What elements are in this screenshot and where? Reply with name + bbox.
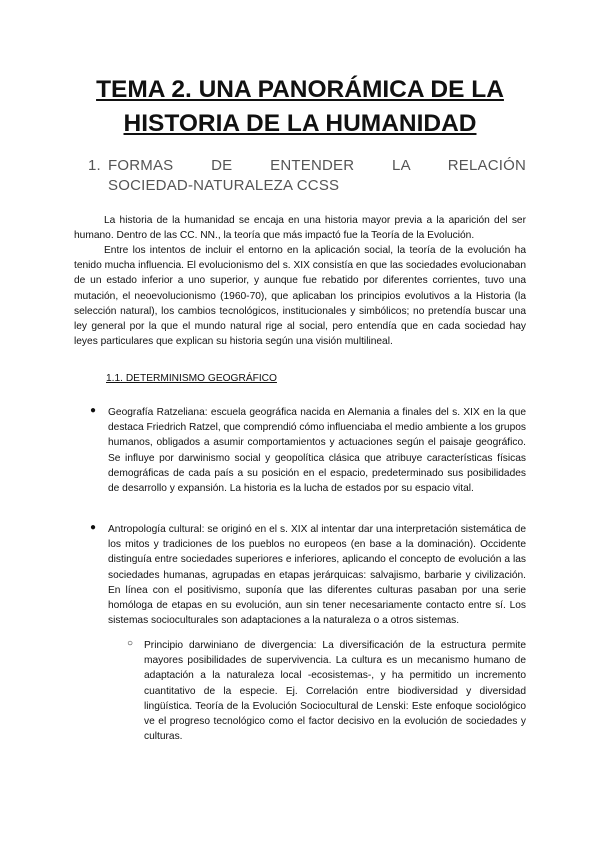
section-number: 1.: [88, 157, 101, 174]
bullet-ratzel: Geografía Ratzeliana: escuela geográfica nacida en Alemania a finales del s. XIX en la que destaca Friedrich Ratzel, que comprendió cómo influenciaba el medio ambiente a los grupos humanos, obligados a asumir comportamientos y actuaciones según el paisaje geográfico. Se influye por darwinismo social y geopolítica clásica que atribuye características físicas demográficas de cada país a su posición en el espacio, predeterminado sus posibilidades de desarrollo y expansión. La historia es la lucha de estados por su espacio vital.: [108, 407, 526, 495]
page-title-line-1: TEMA 2. UNA PANORÁMICA DE LA: [96, 76, 504, 103]
paragraph-intro: La historia de la humanidad se encaja en una historia mayor previa a la aparición del ser humano. Dentro de las CC. NN., la teoría que más impactó fue la Teoría de la Evolución.: [74, 215, 526, 242]
sub-bullet-divergencia: Principio darwiniano de divergencia: La diversificación de la estructura permite mayores posibilidades de supervivencia. La cultura es un mecanismo humano de adaptación a la naturaleza local -ecosistemas-, y ha permitido un incremento cuantitativo de la especie. Ej. Correlación entre biodiversidad y diversidad lingüística. Teoría de la Evolución Sociocultural de Lenski: Este enfoque sociológico ve el progreso tecnológico como el factor decisivo en la evolución de sociedades y culturas.: [144, 640, 526, 743]
subsection-heading: 1.1. DETERMINISMO GEOGRÁFICO: [106, 373, 277, 384]
section-title-line-2: SOCIEDAD-NATURALEZA CCSS: [108, 177, 340, 194]
bullet-antropologia: Antropología cultural: se originó en el s. XIX al intentar dar una interpretación sistemática de los mitos y tradiciones de los pueblos no europeos (en base a la dominación). Occidente distinguía entre sociedades superiores e inferiores, aplicando el concepto de evolución a las sociedades humanas, agrupadas en etapas jerárquicas: salvajismo, barbarie y civilización. En línea con el positivismo, suponía que las diferentes culturas pasaban por una serie homóloga de etapas en su evolución, aun sin tener necesariamente contacto entre sí. Los sistemas socioculturales son adaptaciones a la naturaleza o a otros sistemas.: [108, 524, 526, 627]
sub-bullet-circle-icon: ○: [127, 638, 134, 649]
section-title-line-1: FORMAS DE ENTENDER LA RELACIÓN: [108, 157, 526, 174]
page-title-line-2: HISTORIA DE LA HUMANIDAD: [123, 110, 477, 137]
paragraph-evolution: Entre los intentos de incluir el entorno en la aplicación social, la teoría de la evolución ha tenido mucha influencia. El evolucionismo del s. XIX consistía en que las sociedades evolucionaban de un estado inferior a uno superior, y aunque fue rebatido por diferentes corrientes, tuvo una mutación, el neoevolucionismo (1960-70), que aplicaban los principios evolutivos a la Historia (la selección natural), los cambios tecnológicos, institucionales y simbólicos; no pretendía buscar una ley general por la que el mundo natural rige al social, pero entendía que en cada sociedad hay leyes particulares que explican su historia según una visión multilineal.: [74, 245, 526, 348]
bullet-dot-icon: ●: [90, 522, 97, 533]
bullet-dot-icon: ●: [90, 405, 97, 416]
